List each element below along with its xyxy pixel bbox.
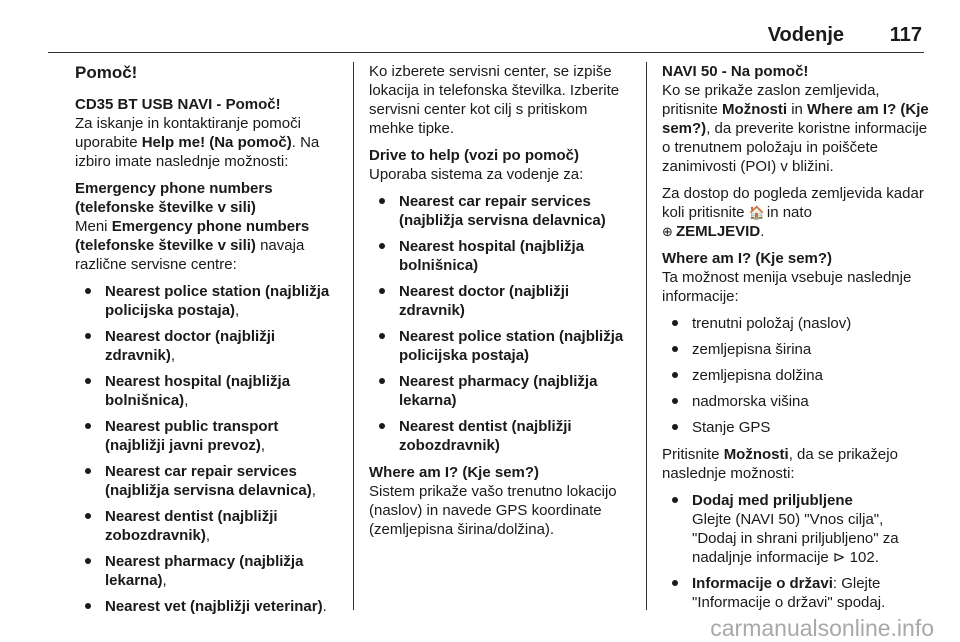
section-title: Pomoč! — [75, 63, 138, 82]
list-item: Nearest police station (najbližja policijska postaja), — [75, 282, 340, 320]
where-am-i-info-text: Ta možnost menija vsebuje naslednje informacije: — [662, 269, 912, 305]
column-divider-1 — [353, 62, 354, 610]
list-item: Nearest car repair services (najbližja servisna delavnica), — [75, 462, 340, 500]
service-list — [75, 282, 340, 616]
column-2 — [369, 62, 634, 547]
page-ref-icon: ⊳ — [832, 549, 846, 566]
subheading-navi50: NAVI 50 - Na pomoč! — [662, 63, 809, 80]
where-am-i-text: Sistem prikaže vašo trenutno lokacijo (naslov) in navede GPS koordinate (zemljepisna širina/dolžina). — [369, 483, 617, 538]
subheading-cd35: CD35 BT USB NAVI - Pomoč! — [75, 96, 281, 113]
list-item: Nearest dentist (najbližji zobozdravnik), — [75, 507, 340, 545]
service-center-paragraph: Ko izberete servisni center, se izpiše lokacija in telefonska številka. Izberite servisni center kot cilj s pritiskom mehke tipke. — [369, 63, 620, 137]
list-item: Stanje GPS — [662, 418, 930, 437]
subheading-where-am-i: Where am I? (Kje sem?) — [369, 464, 540, 481]
drive-to-help-list — [369, 192, 634, 455]
subheading-where-am-i-navi50: Where am I? (Kje sem?) — [662, 250, 833, 267]
list-item: Nearest hospital (najbližja bolnišnica) — [369, 237, 634, 275]
list-item: trenutni položaj (naslov) — [662, 314, 930, 333]
home-icon: 🏠 — [748, 205, 765, 220]
map-access-paragraph: Za dostop do pogleda zemljevida kadar koli pritisnite 🏠 in nato ⊕ ZEMLJEVID. — [662, 185, 924, 240]
subheading-drive-to-help: Drive to help (vozi po pomoč) — [369, 147, 580, 164]
list-item: Nearest doctor (najbližji zdravnik) — [369, 282, 634, 320]
intro-paragraph: Za iskanje in kontaktiranje pomoči uporabite Help me! (Na pomoč). Na izbiro imate naslednje možnosti: — [75, 115, 320, 170]
list-item: Nearest vet (najbližji veterinar). — [75, 597, 340, 616]
list-item: zemljepisna širina — [662, 340, 930, 359]
column-3 — [662, 62, 930, 620]
info-list — [662, 314, 930, 437]
list-item: Nearest dentist (najbližji zobozdravnik) — [369, 417, 634, 455]
list-item: Informacije o državi: Glejte "Informacije o državi" spodaj. — [662, 574, 930, 612]
list-item: Dodaj med priljubljene Glejte (NAVI 50) "Vnos cilja", "Dodaj in shrani priljubljeno" za nadaljnje informacije ⊳ 102. — [662, 491, 930, 567]
options-paragraph: Pritisnite Možnosti, da se prikažejo naslednje možnosti: — [662, 446, 898, 482]
column-divider-2 — [646, 62, 647, 610]
list-item: Nearest car repair services (najbližja servisna delavnica) — [369, 192, 634, 230]
list-item: Nearest pharmacy (najbližja lekarna), — [75, 552, 340, 590]
page-header — [48, 26, 924, 53]
column-1 — [75, 62, 340, 624]
navi50-paragraph: Ko se prikaže zaslon zemljevida, pritisnite Možnosti in Where am I? (Kje sem?), da preverite koristne informacije o trenutnem položaju in poiščete zanimivosti (POI) v bližini. — [662, 82, 929, 175]
subheading-emergency: Emergency phone numbers (telefonske številke v sili) — [75, 180, 273, 216]
list-item: zemljepisna dolžina — [662, 366, 930, 385]
header-title: Vodenje — [767, 24, 844, 46]
drive-to-help-text: Uporaba sistema za vodenje za: — [369, 166, 584, 183]
list-item: Nearest police station (najbližja policijska postaja) — [369, 327, 634, 365]
list-item: Nearest hospital (najbližja bolnišnica), — [75, 372, 340, 410]
options-list — [662, 491, 930, 612]
watermark: carmanualsonline.info — [710, 615, 934, 641]
globe-icon: ⊕ — [662, 224, 673, 239]
list-item: Nearest doctor (najbližji zdravnik), — [75, 327, 340, 365]
list-item: Nearest public transport (najbližji javni prevoz), — [75, 417, 340, 455]
list-item: Nearest pharmacy (najbližja lekarna) — [369, 372, 634, 410]
list-item: nadmorska višina — [662, 392, 930, 411]
menu-paragraph: Meni Emergency phone numbers (telefonske številke v sili) navaja različne servisne centre: — [75, 218, 310, 273]
page-number: 117 — [889, 24, 922, 46]
